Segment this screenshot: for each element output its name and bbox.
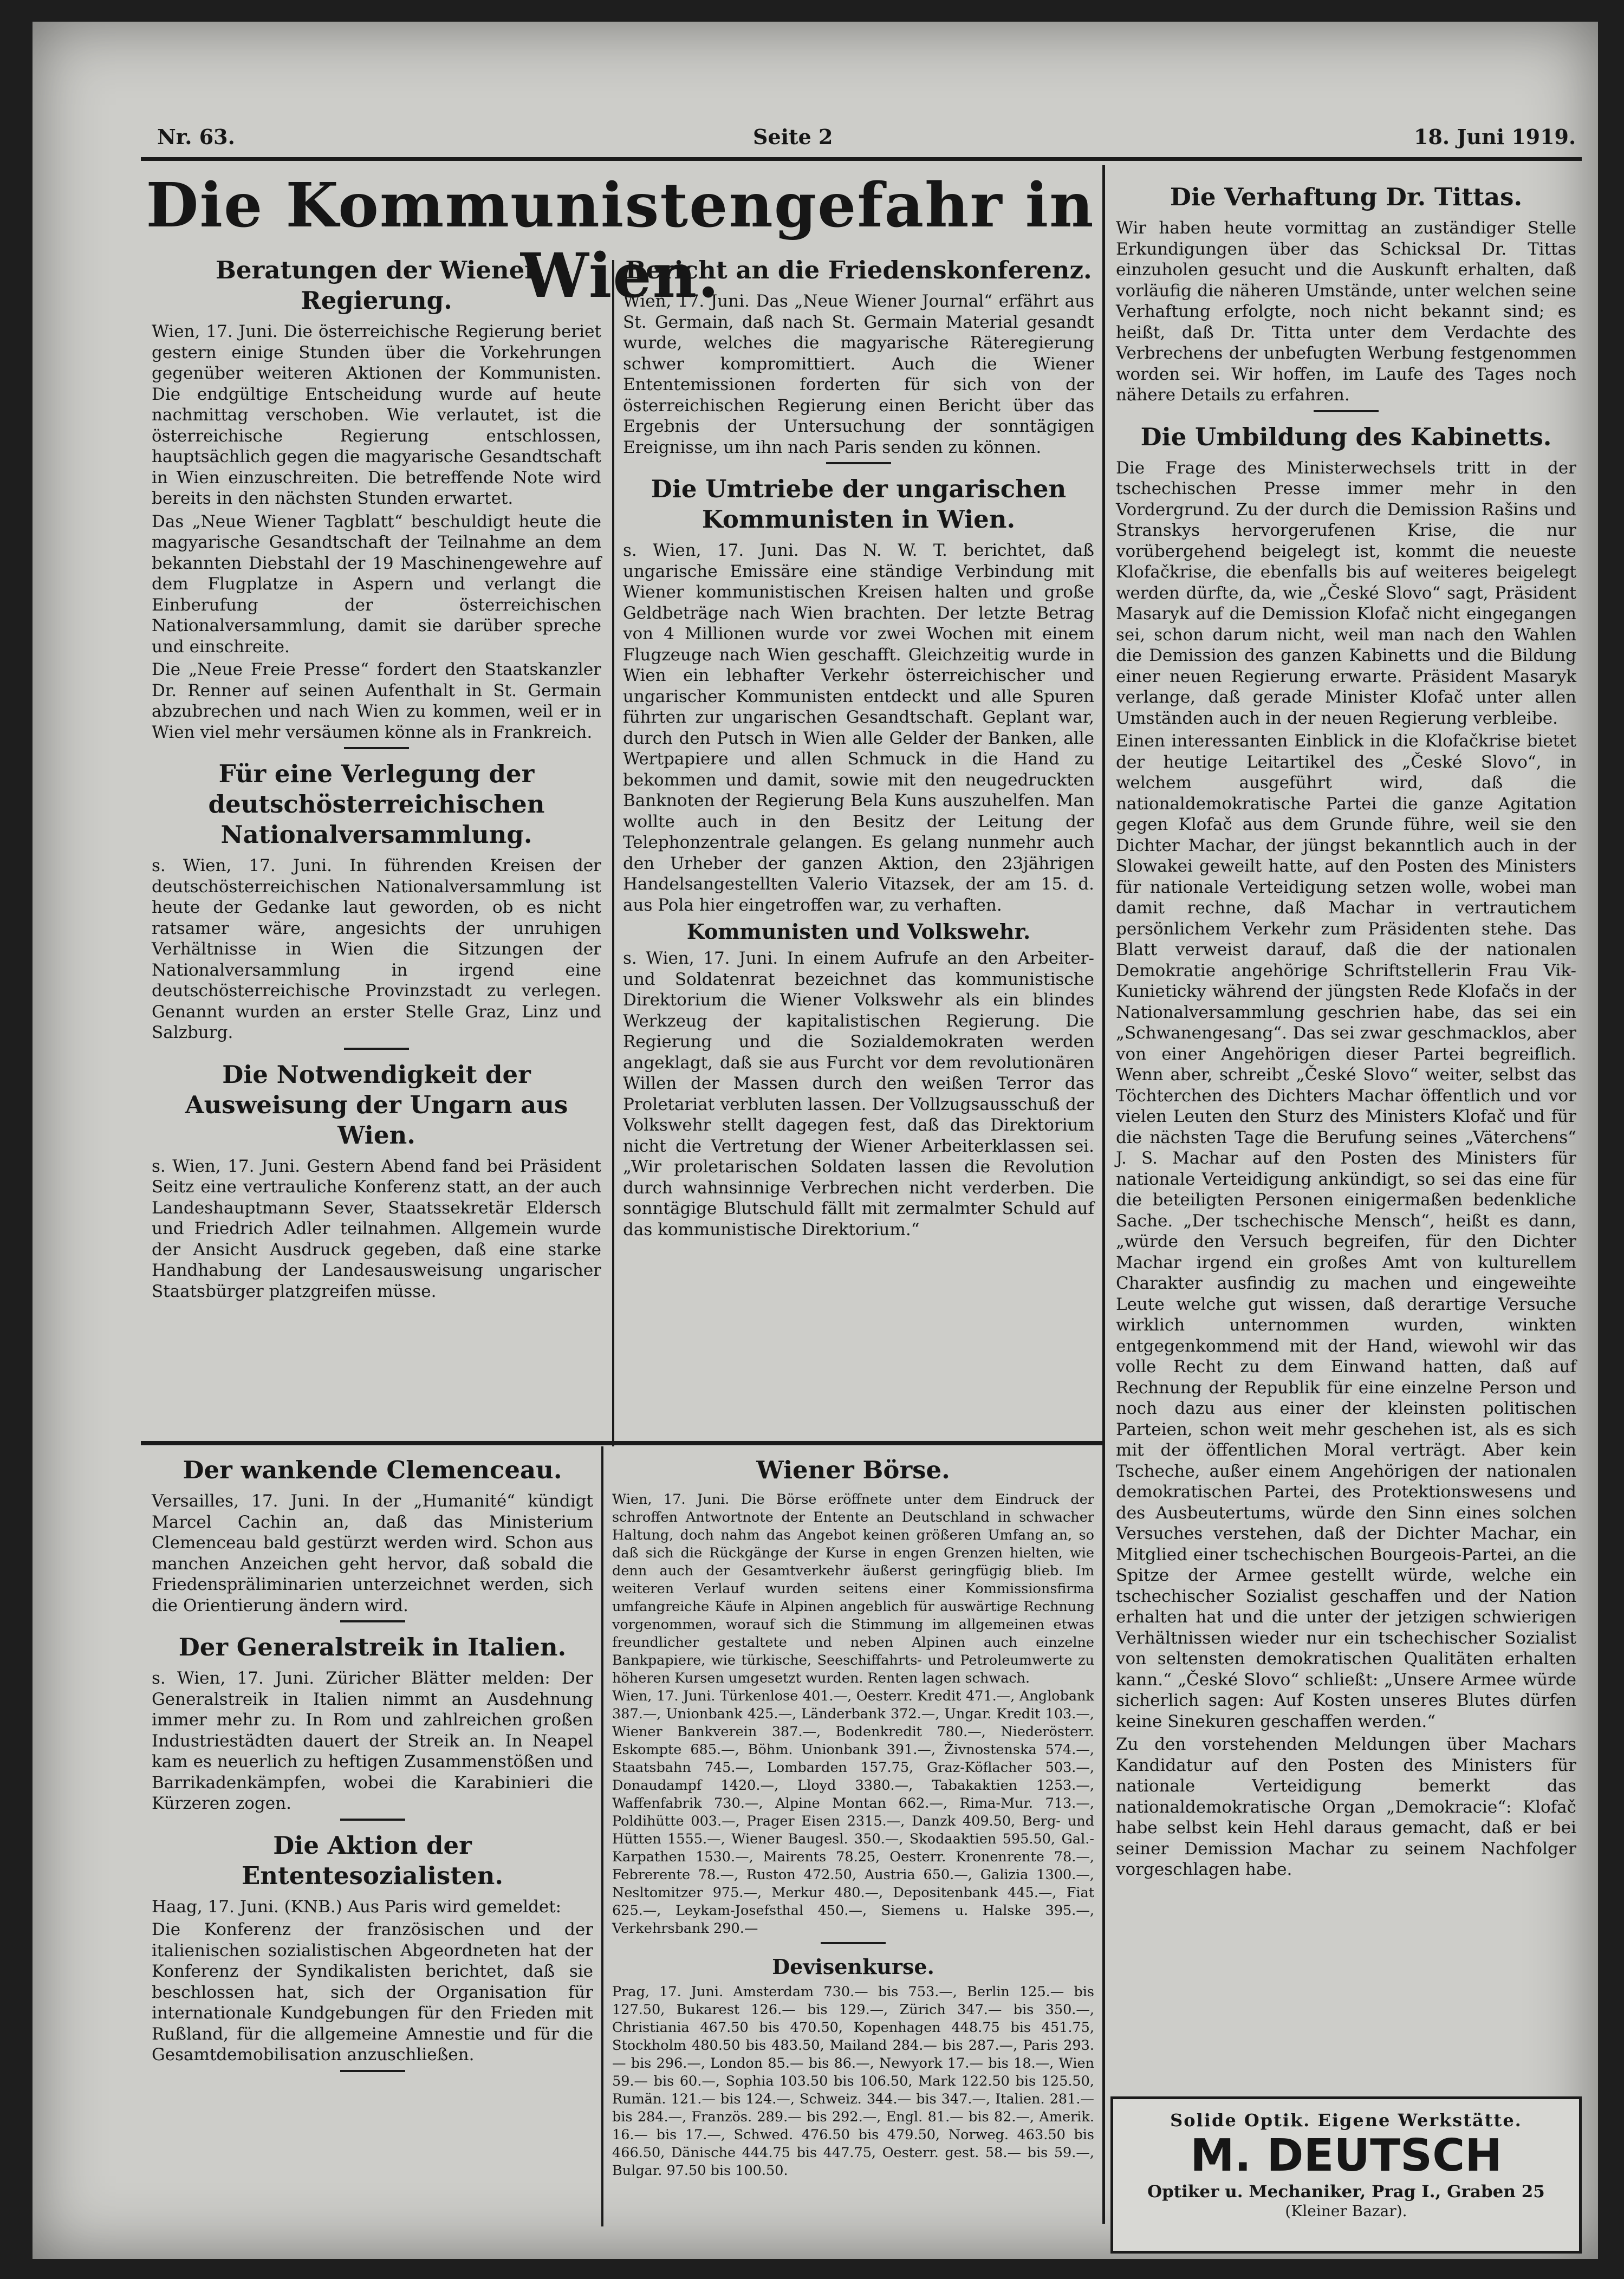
article-paragraph: Das „Neue Wiener Tagblatt“ beschuldigt heute die magyarische Gesandtschaft der Teilnahme an dem bekannten Diebstahl der 19 Maschinengewehre auf dem Flugplatze in Aspern und verlangt die Einberufung der österreichischen Nationalversammlung, damit sie darüber spreche und einschreite. [152, 511, 601, 657]
boerse-quotes: Wien, 17. Juni. Türkenlose 401.—, Oesterr. Kredit 471.—, Anglobank 387.—, Unionbank 425.—, Länderbank 372.—, Ungar. Kredit 103.—, Wiener Bankverein 387.—, Bodenkredit 780.—, Niederösterr. Eskompte 685.—, Böhm. Unionbank 391.—, Živnostenska 574.—, Staatsbahn 745.—, Lombarden 157.75, Graz-Köflacher 503.—, Donaudampf 1420.—, Lloyd 3380.—, Tabakaktien 1253.—, Waffenfabrik 730.—, Alpine Montan 662.—, Rima-Mur. 713.—, Poldihütte 003.—, Prager Eisen 2315.—, Danzk 409.50, Berg- und Hütten 1555.—, Wiener Baugesl. 350.—, Skodaaktien 595.50, Gal.-Karpathen 1530.—, Mairents 78.25, Oesterr. Kronenrente 78.—, Febrerente 78.—, Ruston 472.50, Austria 650.—, Galizia 1300.—, Nesltomitzer 975.—, Merkur 480.—, Depositenbank 445.—, Fiat 625.—, Leykam-Josefsthal 450.—, Siemens u. Halske 395.—, Verkehrsbank 290.— [612, 1688, 1094, 1937]
header-rule [141, 157, 1582, 161]
section-divider [826, 462, 891, 464]
issue-date: 18. Juni 1919. [1414, 125, 1576, 149]
article-paragraph: s. Wien, 17. Juni. Gestern Abend fand bei Präsident Seitz eine vertrauliche Konferenz statt, an der auch Landeshauptmann Sever, Staatssekretär Eldersch und Friedrich Adler teilnahmen. Allgemein wurde der Ansicht Ausdruck gegeben, daß eine starke Handhabung der Landesausweisung ungarischer Staatsbürger platzgreifen müsse. [152, 1156, 601, 1301]
issue-number: Nr. 63. [157, 125, 235, 149]
article-title: Die Aktion der Ententesozialisten. [241, 1830, 504, 1890]
article-paragraph: Die Frage des Ministerwechsels tritt in der tschechischen Presse immer mehr in den Vordergrund. Zu der durch die Demission Rašins und Stranskys hervorgerufenen Krise, die nur vorübergehend beigelegt ist, kommt die neueste Klofačkrise, die ebenfalls bis auf weiteres beigelegt werden dürfte, da, wie „České Slovo“ sagt, Präsident Masaryk auf die Demission Klofač nicht eingegangen sei, schon darum nicht, weil man nach den Wahlen die Demission des ganzen Kabinetts und die Bildung einer neuen Regierung erwarte. Präsident Masaryk verlange, daß gerade Minister Klofač unter allen Umständen auch in der neuen Regierung verbleibe. [1116, 458, 1576, 728]
article-title: Der wankende Clemenceau. [183, 1456, 562, 1484]
ad-location-note: (Kleiner Bazar). [1285, 2202, 1407, 2220]
column-rule-lower [601, 1446, 603, 2226]
article-paragraph: s. Wien, 17. Juni. In führenden Kreisen der deutschösterreichischen Nationalversammlung ist heute der Gedanke laut geworden, ob es nicht ratsamer wäre, angesichts der unruhigen Verhältnisse in Wien die Sitzungen der Nationalversammlung in irgend eine deutschösterreichische Provinzstadt zu verlegen. Genannt wurden an erster Stelle Graz, Linz und Salzburg. [152, 856, 601, 1042]
article-paragraph: Wien, 17. Juni. Die österreichische Regierung beriet gestern einige Stunden über die Vorkehrungen gegenüber weiteren Aktionen der Kommunisten. Die endgültige Entscheidung wurde auf heute nachmittag verschoben. Wie verlautet, ist die österreichische Regierung entschlossen, hauptsächlich gegen die magyarische Gesandtschaft in Wien einzuschreiten. Die betreffende Note wird bereits in den nächsten Stunden erwartet. [152, 322, 601, 508]
column-3 [1116, 179, 1576, 1882]
boerse-report: Wien, 17. Juni. Die Börse eröffnete unter dem Eindruck der schroffen Antwortnote der Entente an Deutschland in schwacher Haltung, doch nahm das Angebot keinen größeren Umfang an, so daß sich die Rückgänge der Kurse in engen Grenzen hielten, wie denn auch der Gesamtverkehr äußerst geringfügig blieb. Im weiteren Verlauf wurden seitens einer Kommissionsfirma umfangreiche Käufe in Alpinen angeblich für auswärtige Rechnung vorgenommen, worauf sich die Stimmung im allgemeinen etwas freundlicher gestaltete und neben Alpinen auch einzelne Bankpapiere, wie türkische, Seeschiffahrts- und Petroleumwerte zu höheren Kursen umgesetzt wurden. Renten lagen schwach. [612, 1491, 1094, 1686]
section-divider [340, 2070, 405, 2072]
article-title: Bericht an die Friedenskonferenz. [625, 256, 1092, 284]
article-paragraph: Wien, 17. Juni. Das „Neue Wiener Journal“ erfährt aus St. Germain, daß nach St. Germain Material gesandt wurde, welches die magyarische Räteregierung schwer kompromittiert. Auch die Wiener Ententemissionen forderten für sich von der österreichischen Regierung einen Bericht über das Ergebnis der Untersuchung der sonntägigen Ereignisse, um ihn nach Paris senden zu können. [623, 291, 1094, 457]
boerse-title: Wiener Börse. [756, 1456, 950, 1484]
article-paragraph: Haag, 17. Juni. (KNB.) Aus Paris wird gemeldet: [152, 1897, 562, 1917]
newspaper-page [33, 22, 1598, 2259]
section-rule-lower [141, 1441, 1102, 1445]
article-paragraph: Zu den vorstehenden Meldungen über Machars Kandidatur auf den Posten des Ministers für nationale Verteidigung bemerkt das nationaldemokratische Organ „Demokracie“: Klofač habe selbst kein Hehl daraus gemacht, daß er bei seiner Demission Machar zu seinem Nachfolger vorgeschlagen habe. [1116, 1735, 1576, 1879]
article-paragraph: Die Konferenz der französischen und der italienischen sozialistischen Abgeordneten hat der Konferenz der Syndikalisten berichtet, daß sie beschlossen hat, sich der Organisation für internationale Kundgebungen für den Frieden mit Rußland, für die allgemeine Amnestie und für die Gesamtdemobilisation anzuschließen. [152, 1920, 593, 2064]
ad-tagline: Solide Optik. Eigene Werkstätte. [1170, 2110, 1522, 2131]
ad-company-name: M. DEUTSCH [1190, 2130, 1502, 2181]
article-title: Für eine Verlegung der deutschösterreichischen Nationalversammlung. [208, 759, 545, 849]
section-divider [344, 1048, 409, 1050]
article-title: Beratungen der Wiener Regierung. [215, 256, 538, 315]
section-divider [344, 747, 409, 749]
lower-left-column [152, 1452, 593, 2082]
article-paragraph: Wir haben heute vormittag an zuständiger Stelle Erkundigungen über das Schicksal Dr. Tittas einzuholen gesucht und die Auskunft erhalten, daß vorläufig die näheren Umstände, unter welchen seine Verhaftung erfolgte, noch nicht bekannt sind; es heißt, daß Dr. Titta unter dem Verdachte des Verbrechens der unbefugten Werbung festgenommen worden sei. Wir hoffen, im Laufe des Tages noch nähere Details zu erfahren. [1116, 218, 1576, 405]
column-1 [152, 252, 601, 1304]
article-title: Der Generalstreik in Italien. [178, 1633, 567, 1661]
page-number: Seite 2 [753, 125, 833, 149]
article-title: Die Umbildung des Kabinetts. [1140, 422, 1552, 451]
section-divider [340, 1819, 405, 1821]
column-rule-right [1102, 165, 1105, 2224]
article-title: Kommunisten und Volkswehr. [686, 919, 1031, 944]
stock-exchange-column [612, 1452, 1094, 2180]
article-paragraph: s. Wien, 17. Juni. Das N. W. T. berichtet, daß ungarische Emissäre eine ständige Verbindung mit Wiener kommunistischen Kreisen halten und große Geldbeträge nach Wien brachten. Der letzte Betrag von 4 Millionen wurde vor zwei Wochen mit einem Flugzeuge nach Wien geschafft. Gleichzeitig wurde in Wien ein lebhafter Verkehr österreichischer und ungarischer Kommunisten entdeckt und alle Spuren führten zur ungarischen Gesandtschaft. Geplant war, durch den Putsch in Wien alle Gelder der Banken, alle Wertpapiere und allen Schmuck in die Hand zu bekommen und damit, sowie mit den neugedruckten Banknoten der Regierung Bela Kuns auszuhelfen. Man wollte auch in den Besitz der Leitung der Telephonzentrale gelangen. Es gelang nunmehr auch den Urheber der ganzen Aktion, den 23jährigen Handelsangestellten Valerio Vitazsek, der am 15. d. aus Pola hier eingetroffen war, zu verhaften. [623, 541, 1094, 915]
currency-rates: Prag, 17. Juni. Amsterdam 730.— bis 753.—, Berlin 125.— bis 127.50, Bukarest 126.— bis 129.—, Zürich 347.— bis 350.—, Christiania 467.50 bis 470.50, Kopenhagen 448.75 bis 451.75, Stockholm 480.50 bis 483.50, Mailand 284.— bis 287.—, Paris 293.— bis 296.—, London 85.— bis 86.—, Newyork 17.— bis 18.—, Wien 59.— bis 60.—, Sophia 103.50 bis 106.50, Mark 122.50 bis 125.50, Rumän. 121.— bis 124.—, Schweiz. 344.— bis 347.—, Italien. 281.— bis 284.—, Französ. 289.— bis 292.—, Engl. 81.— bis 82.—, Amerik. 16.— bis 17.—, Schwed. 476.50 bis 479.50, Norweg. 463.50 bis 466.50, Dänische 444.75 bis 447.75, Oesterr. gest. 58.— bis 59.—, Bulgar. 97.50 bis 100.50. [612, 1984, 1094, 2179]
ad-address: Optiker u. Mechaniker, Prag I., Graben 25 [1147, 2182, 1545, 2202]
main-headline: Die Kommunistengefahr in Wien. [146, 170, 1095, 311]
section-divider [1314, 410, 1379, 412]
column-rule-left [612, 260, 614, 1446]
article-title: Die Verhaftung Dr. Tittas. [1170, 183, 1523, 211]
article-paragraph: s. Wien, 17. Juni. Züricher Blätter melden: Der Generalstreik in Italien nimmt an Ausdehnung immer mehr zu. In Rom und zahlreichen großen Industriestädten dauert der Streik an. In Neapel kam es neuerlich zu heftigen Zusammenstößen und Barrikadenkämpfen, wobei die Karabinieri die Kürzeren zogen. [152, 1668, 593, 1813]
article-paragraph: s. Wien, 17. Juni. In einem Aufrufe an den Arbeiter- und Soldatenrat bezeichnet das kommunistische Direktorium die Wiener Volkswehr als ein blindes Werkzeug der kapitalistischen Regierung. Die Regierung und die Sozialdemokraten werden angeklagt, daß sie aus Furcht vor dem revolutionären Willen der Massen durch den weißen Terror das Proletariat verbluten lassen. Der Vollzugsausschuß der Volkswehr stellt dagegen fest, daß das Direktorium nicht die Vertretung der Wiener Arbeiterklassen sei. „Wir proletarischen Soldaten lassen die Revolution durch wahnsinnige Verbrechen nicht verderben. Die sonntägige Blutschuld fällt mit zermalmter Schuld auf das kommunistische Direktorium.“ [623, 949, 1094, 1239]
optician-advertisement [1110, 2096, 1582, 2254]
article-paragraph: Versailles, 17. Juni. In der „Humanité“ kündigt Marcel Cachin an, daß das Ministerium Clemenceau bald gestürzt werden wird. Schon aus manchen Anzeichen geht hervor, daß sobald die Friedenspräliminarien unterzeichnet werden, sich die Orientierung ändern wird. [152, 1491, 593, 1615]
column-2 [623, 252, 1094, 1242]
currency-title: Devisenkurse. [772, 1955, 934, 1979]
section-divider [340, 1620, 405, 1622]
section-divider [821, 1942, 886, 1944]
article-title: Die Notwendigkeit der Ausweisung der Ungarn aus Wien. [185, 1060, 568, 1150]
article-title: Die Umtriebe der ungarischen Kommunisten in Wien. [651, 475, 1067, 534]
article-paragraph: Einen interessanten Einblick in die Klofačkrise bietet der heutige Leitartikel des „České Slovo“, in welchem ausgeführt wird, daß die nationaldemokratische Partei die ganze Agitation gegen Klofač aus dem Grunde führe, weil sie den Dichter Machar, der jüngst bekanntlich auch in der Slowakei geweilt hatte, auf den Posten des Ministers für nationale Verteidigung setzen wolle, wobei man damit rechne, daß Machar in vertrautichem persönlichem Verkehr zum Präsidenten stehe. Das Blatt verweist darauf, daß die der nationalen Demokratie angehörige Schriftstellerin Frau Vik-Kunieticky während der jüngsten Rede Klofačs in der Nationalversammlung geschrien habe, das sei ein „Schwanengesang“. Das sei zwar geschmacklos, aber von einer Angehörigen dieser Partei begreiflich. Wenn aber, schreibt „České Slovo“ weiter, selbst das Töchterchen des Dichters Machar öffentlich und vor vielen Leuten den Sturz des Ministers Klofač und für die nächsten Tage die Berufung seines „Väterchens“ J. S. Machar auf den Posten des Ministers für nationale Verteidigung ankündigt, so sei das eine für die beteiligten Personen einigermaßen bedenkliche Sache. „Der tschechische Mensch“, heißt es dann, „würde den Versuch begreifen, für den Dichter Machar irgend ein großes Amt von kulturellem Charakter ausfindig zu machen und eingeweihte Leute welche gut wissen, daß derartige Versuche wirklich unternommen wurden, winkten entgegenkommend mit der Hand, wiewohl wir das volle Recht zu dem Einwand hatten, daß auf Rechnung der Republik für eine einzelne Person und noch dazu aus einer der kleinsten politischen Parteien, schon weit mehr geschehen ist, als es sich mit der öffentlichen Moral verträgt. Aber kein Tscheche, außer einem Angehörigen der nationalen demokratischen Partei, des Protektionswesens und des Ausbeutertums, würde den Sinn eines solchen Versuches verstehen, daß der Dichter Machar, ein Mitglied einer tschechischen Bourgeois-Partei, an die Spitze der Armee gestellt würde, welche ein tschechischer Sozialist geschaffen und der Nation erhalten hat und die unter der jetzigen schwierigen Verhältnissen wieder nur ein tschechischer Sozialist von seltensten demokratischen Qualitäten erhalten kann.“ „České Slovo“ schließt: „Unsere Armee würde sicherlich sagen: Auf Kosten unseres Blutes dürfen keine Sinekuren geschaffen werden.“ [1116, 731, 1576, 1731]
article-paragraph: Die „Neue Freie Presse“ fordert den Staatskanzler Dr. Renner auf seinen Aufenthalt in St. Germain abzubrechen und nach Wien zu kommen, weil er in Wien viel mehr versäumen könne als in Frankreich. [152, 660, 601, 742]
